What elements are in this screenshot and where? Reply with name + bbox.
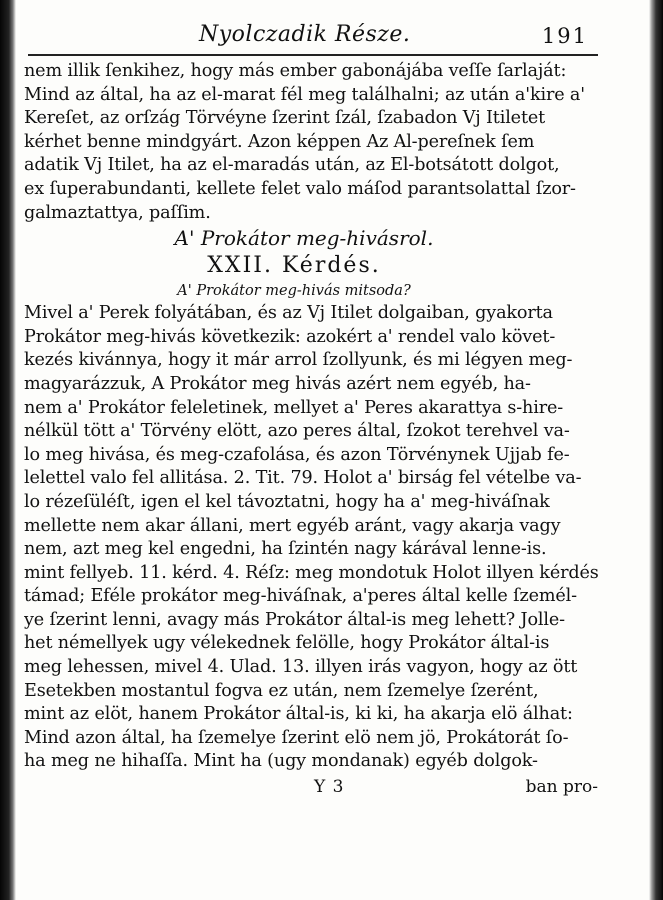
book-page bbox=[24, 10, 634, 900]
text-line: adatik Vj Itilet, ha az el-maradás után, az El-botsátott dolgot, bbox=[24, 155, 560, 176]
text-line: Mivel a' Perek folyátában, és az Vj Itilet dolgaiban, gyakorta bbox=[24, 303, 553, 324]
text-line: nélkül tött a' Törvény elött, azo peres által, ſzokot terehvel va- bbox=[24, 421, 570, 442]
text-line: ye ſzerint lenni, avagy más Prokátor által-is meg lehett? Jolle- bbox=[24, 609, 565, 630]
scan-edge-right bbox=[649, 0, 663, 900]
page-number: 191 bbox=[541, 24, 588, 48]
text-line: meg lehessen, mivel 4. Ulad. 13. illyen irás vagyon, hogy az ött bbox=[24, 657, 578, 678]
text-line: galmaztattya, paſſim. bbox=[24, 202, 211, 223]
text-line: ex ſuperabundanti, kellete felet valo máſod parantsolattal ſzor- bbox=[24, 178, 576, 199]
signature-mark: Y 3 bbox=[314, 777, 345, 798]
text-line: Mind azon által, ha ſzemelye ſzerint elö nem jö, Prokátorát ſo- bbox=[24, 727, 569, 748]
running-head bbox=[24, 10, 634, 54]
catchword: ban pro- bbox=[525, 777, 598, 798]
text-line: mellette nem akar állani, mert egyéb aránt, vagy akarja vagy bbox=[24, 515, 561, 536]
body-text bbox=[24, 60, 634, 774]
text-line: ha meg ne hihaſſa. Mint ha (ugy mondanak) egyéb dolgok- bbox=[24, 751, 538, 772]
running-head-title: Nyolczadik Része. bbox=[199, 22, 411, 47]
text-line: nem illik ſenkihez, hogy más ember gabonájába veſſe ſarlaját: bbox=[24, 61, 567, 81]
text-line: kérhet benne mindgyárt. Azon képpen Az Al-pereſnek ſem bbox=[24, 131, 535, 152]
text-line: Kereſet, az orſzág Törvéyne ſzerint ſzál, ſzabadon Vj Itiletet bbox=[24, 108, 546, 129]
text-line: nem, azt meg kel engedni, ha ſzintén nagy kárával lenne-is. bbox=[24, 539, 547, 560]
question-title: XXII. Kérdés. bbox=[207, 253, 381, 279]
text-line: kezés kivánnya, hogy it már arrol ſzollyunk, és mi légyen meg- bbox=[24, 350, 573, 371]
text-line: lelettel valo fel allitása. 2. Tit. 79. Holot a' birság fel vételbe va- bbox=[24, 468, 582, 489]
scan-edge-left bbox=[0, 0, 16, 900]
page-footer bbox=[24, 774, 634, 800]
text-line: lo meg hivása, és meg-czafolása, és azon Törvénynek Ujjab fe- bbox=[24, 444, 570, 465]
text-line: Mind az által, ha az el-marat fél meg találhalni; az után a'kire a' bbox=[24, 84, 585, 105]
text-line: mint az elöt, hanem Prokátor által-is, ki ki, ha akarja elö álhat: bbox=[24, 704, 573, 725]
text-line: magyarázzuk, A Prokátor meg hivás azért nem egyéb, ha- bbox=[24, 373, 531, 394]
question-subtitle: A' Prokátor meg-hivás mitsoda? bbox=[177, 283, 411, 300]
text-line: támad; Eféle prokátor meg-hiváſnak, a'peres által kelle ſzemél- bbox=[24, 586, 577, 607]
text-line: het némellyek ugy vélekednek felölle, hogy Prokátor által-is bbox=[24, 633, 550, 654]
text-line: Esetekben mostantul fogva ez után, nem ſzemelye ſzerént, bbox=[24, 680, 539, 701]
text-line: lo rézeſüléſt, igen el kel távoztatni, hogy ha a' meg-hiváſnak bbox=[24, 491, 550, 512]
text-line: nem a' Prokátor feleletinek, mellyet a' Peres akarattya s-hire- bbox=[24, 397, 564, 418]
text-line: Prokátor meg-hivás következik: azokért a' rendel valo követ- bbox=[24, 326, 556, 347]
text-line: mint fellyeb. 11. kérd. 4. Réſz: meg mondotuk Holot illyen kérdés bbox=[24, 562, 599, 583]
section-heading: A' Prokátor meg-hivásrol. bbox=[174, 226, 434, 251]
header-rule bbox=[28, 54, 598, 56]
